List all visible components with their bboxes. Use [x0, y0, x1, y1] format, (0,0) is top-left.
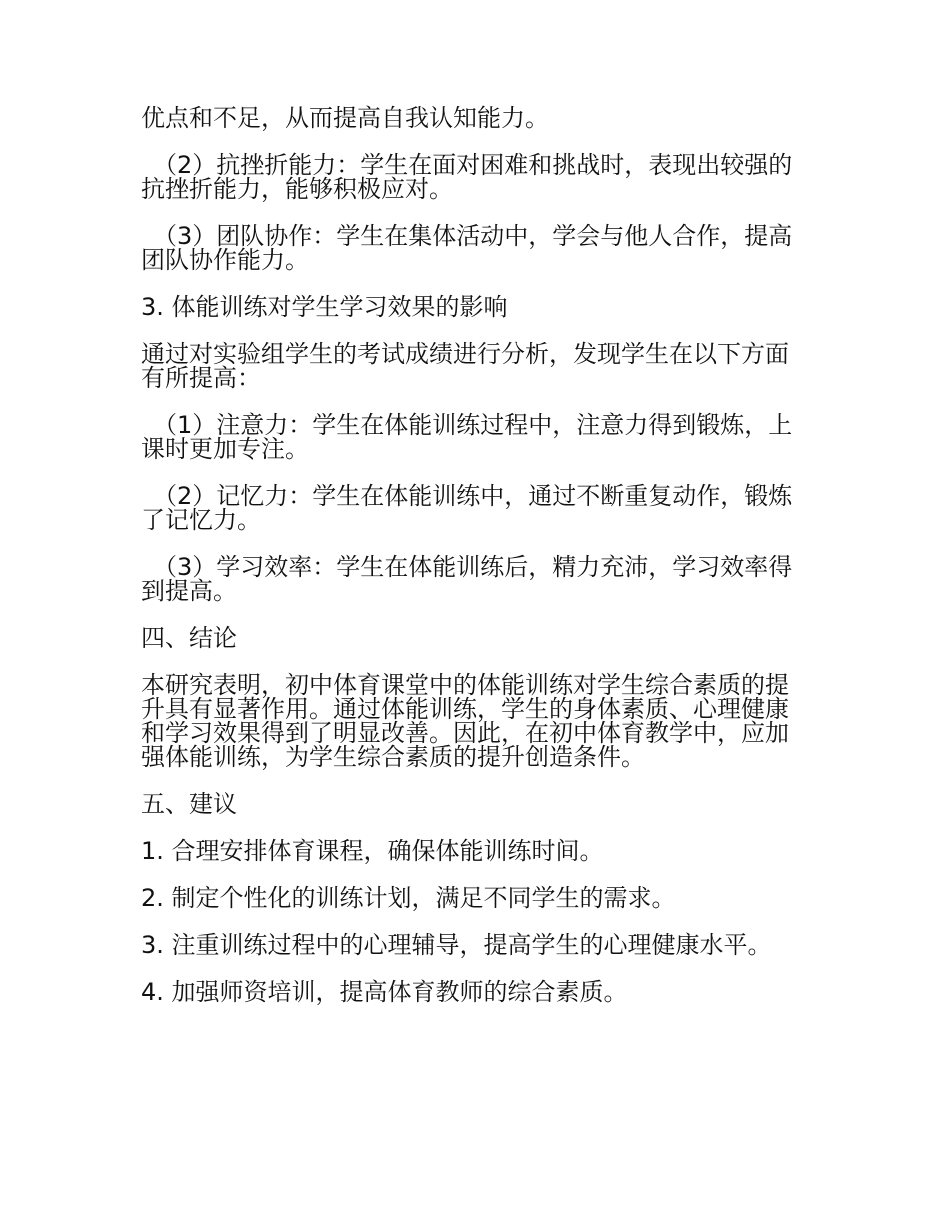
text-line: 有所提高： — [141, 364, 261, 392]
paragraph-conclusion — [141, 673, 813, 769]
list-item — [141, 933, 813, 957]
text-line: 到提高。 — [141, 577, 237, 605]
list-item — [141, 886, 813, 910]
text-line: 4. 加强师资培训，提高体育教师的综合素质。 — [141, 978, 628, 1006]
heading-text: 四、结论 — [141, 624, 237, 652]
section-heading-learning-effect — [141, 295, 813, 319]
paragraph-anti-frustration — [141, 153, 813, 201]
text-line: 优点和不足，从而提高自我认知能力。 — [141, 104, 549, 132]
paragraph-exam-analysis — [141, 342, 813, 390]
paragraph — [141, 106, 813, 130]
text-line: 抗挫折能力，能够积极应对。 — [141, 175, 453, 203]
heading-text: 五、建议 — [141, 790, 237, 818]
text-line: 课时更加专注。 — [141, 435, 309, 463]
text-line: （1）注意力：学生在体能训练过程中，注意力得到锻炼，上 — [153, 411, 793, 439]
text-line: 本研究表明，初中体育课堂中的体能训练对学生综合素质的提 — [141, 671, 789, 699]
heading-text: 3. 体能训练对学生学习效果的影响 — [141, 293, 508, 321]
section-heading-suggestions — [141, 792, 813, 816]
list-item — [141, 980, 813, 1004]
paragraph-learning-efficiency — [141, 555, 813, 603]
text-line: （2）记忆力：学生在体能训练中，通过不断重复动作，锻炼 — [153, 482, 793, 510]
text-line: 团队协作能力。 — [141, 246, 309, 274]
paragraph-memory — [141, 484, 813, 532]
text-line: （2）抗挫折能力：学生在面对困难和挑战时，表现出较强的 — [153, 151, 793, 179]
text-line: 2. 制定个性化的训练计划，满足不同学生的需求。 — [141, 884, 676, 912]
paragraph-teamwork — [141, 224, 813, 272]
text-line: （3）学习效率：学生在体能训练后，精力充沛，学习效率得 — [153, 553, 793, 581]
text-line: 和学习效果得到了明显改善。因此，在初中体育教学中，应加 — [141, 719, 789, 747]
document-page — [141, 106, 813, 1027]
text-line: 了记忆力。 — [141, 506, 261, 534]
section-heading-conclusion — [141, 626, 813, 650]
text-line: 3. 注重训练过程中的心理辅导，提高学生的心理健康水平。 — [141, 931, 772, 959]
text-line: 通过对实验组学生的考试成绩进行分析，发现学生在以下方面 — [141, 340, 789, 368]
text-line: （3）团队协作：学生在集体活动中，学会与他人合作，提高 — [153, 222, 793, 250]
list-item — [141, 839, 813, 863]
text-line: 1. 合理安排体育课程，确保体能训练时间。 — [141, 837, 604, 865]
paragraph-attention — [141, 413, 813, 461]
text-line: 升具有显著作用。通过体能训练，学生的身体素质、心理健康 — [141, 695, 789, 723]
text-line: 强体能训练，为学生综合素质的提升创造条件。 — [141, 743, 645, 771]
